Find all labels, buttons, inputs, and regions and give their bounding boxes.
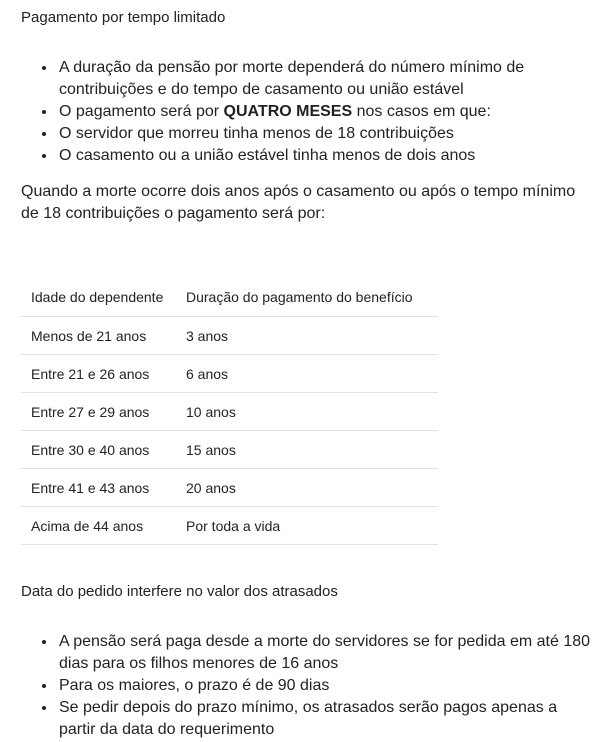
list-item: • O casamento ou a união estável tinha menos de dois anos [57, 145, 591, 167]
list-item: • O servidor que morreu tinha menos de 18 contribuições [57, 123, 591, 145]
cell-duration: 3 anos [176, 317, 438, 355]
cell-age: Entre 41 e 43 anos [21, 469, 176, 507]
request-date-list [21, 631, 591, 741]
list-item: • A duração da pensão por morte dependerá do número mínimo de contribuições e do tempo de casamento ou união estável [57, 57, 591, 101]
article-body [21, 0, 591, 741]
section-heading-limited-payment: Pagamento por tempo limitado [21, 9, 226, 26]
cell-duration: Por toda a vida [176, 507, 438, 545]
table-row [21, 393, 438, 431]
cell-duration: 15 anos [176, 431, 438, 469]
column-header-duration: Duração do pagamento do benefício [176, 278, 438, 317]
list-item-four-months [57, 101, 591, 123]
list-item: • Se pedir depois do prazo mínimo, os atrasados serão pagos apenas a partir da data do requerimento [57, 697, 591, 741]
list-item-text: O pagamento será por [59, 103, 224, 120]
cell-age: Acima de 44 anos [21, 507, 176, 545]
cell-duration: 20 anos [176, 469, 438, 507]
table-row [21, 507, 438, 545]
cell-age: Menos de 21 anos [21, 317, 176, 355]
cell-duration: 10 anos [176, 393, 438, 431]
section-heading-request-date: Data do pedido interfere no valor dos atrasados [21, 583, 338, 600]
table-header-row [21, 278, 438, 317]
table-row [21, 431, 438, 469]
list-item: • Para os maiores, o prazo é de 90 dias [57, 675, 591, 697]
intro-paragraph: Quando a morte ocorre dois anos após o casamento ou após o tempo mínimo de 18 contribuições o pagamento será por: [21, 183, 576, 222]
cell-age: Entre 27 e 29 anos [21, 393, 176, 431]
table-row [21, 469, 438, 507]
list-item-text: nos casos em que: [352, 103, 491, 120]
table-row [21, 317, 438, 355]
column-header-age: Idade do dependente [21, 278, 176, 317]
limited-payment-list [21, 57, 591, 167]
cell-age: Entre 30 e 40 anos [21, 431, 176, 469]
cell-duration: 6 anos [176, 355, 438, 393]
list-item: • A pensão será paga desde a morte do servidores se for pedida em até 180 dias para os filhos menores de 16 anos [57, 631, 591, 675]
table-row [21, 355, 438, 393]
bold-emphasis: QUATRO MESES [223, 103, 353, 120]
payment-duration-table [21, 278, 438, 545]
cell-age: Entre 21 e 26 anos [21, 355, 176, 393]
